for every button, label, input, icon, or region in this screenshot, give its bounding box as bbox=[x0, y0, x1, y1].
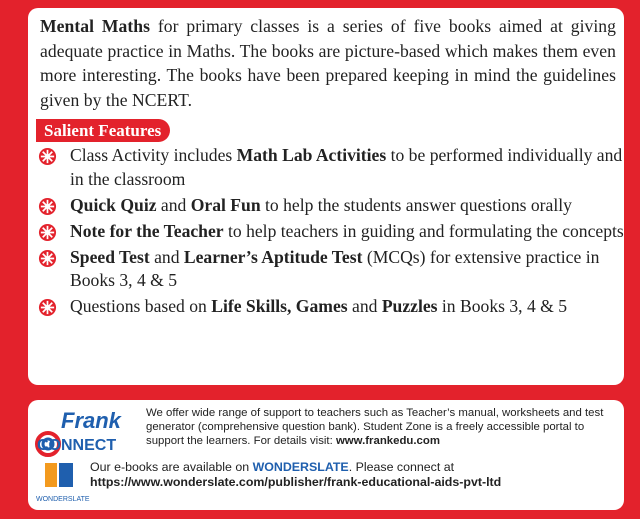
wonderslate-logo-text: WONDERSLATE bbox=[36, 496, 90, 503]
feature-mid: and bbox=[347, 296, 382, 316]
feature-mid: to be performed individually and in the classroom bbox=[70, 145, 623, 189]
feature-bold: Speed Test bbox=[70, 246, 150, 267]
feature-bold: Quick Quiz bbox=[70, 194, 157, 215]
feature-mid: and bbox=[156, 194, 191, 215]
frankedu-link[interactable]: www.frankedu.com bbox=[335, 435, 440, 448]
feature-item bbox=[38, 295, 624, 319]
connect-logo-text: CONNECT bbox=[37, 437, 117, 454]
support-text: We offer wide range of support to teachers such as Teacher’s manual, worksheets and test generator (comprehensive question bank). Student Zone is a freely accessible portal to support the learners. For details visit: www.frankedu.com bbox=[146, 407, 604, 448]
salient-features-heading: Salient Features bbox=[36, 119, 170, 142]
feature-pre: Class Activity includes bbox=[70, 145, 237, 165]
feature-bold-2: Oral Fun bbox=[190, 194, 261, 215]
feature-bold-2: Puzzles bbox=[381, 296, 438, 316]
feature-item bbox=[38, 220, 624, 244]
intro-title: Mental Maths bbox=[40, 16, 151, 36]
flower-bullet-icon bbox=[38, 298, 57, 317]
flower-bullet-icon bbox=[38, 197, 57, 216]
feature-bold-2: Learner’s Aptitude Test bbox=[183, 246, 363, 267]
feature-post: in Books 3, 4 & 5 bbox=[437, 296, 568, 316]
feature-pre: Questions based on bbox=[70, 296, 212, 316]
feature-bold: Life Skills, Games bbox=[211, 296, 348, 316]
support-card bbox=[28, 400, 624, 510]
feature-item bbox=[38, 194, 624, 218]
feature-post: (MCQs) for extensive practice in Books 3, 4 & 5 bbox=[70, 246, 600, 290]
frank-connect-logo bbox=[35, 406, 138, 460]
features-list bbox=[38, 144, 624, 321]
description-card bbox=[28, 8, 624, 385]
intro-text: for primary classes is a series of five books aimed at giving adequate practice in Maths. The books are picture-based which makes them even more interesting. The books have been prepared keeping in mind the guidelines given by the NCERT. bbox=[40, 16, 616, 110]
wonderslate-name: WONDERSLATE bbox=[252, 460, 349, 474]
frank-logo-text: Frank bbox=[61, 408, 121, 433]
feature-bold: Math Lab Activities bbox=[236, 145, 387, 165]
flower-bullet-icon bbox=[38, 249, 57, 268]
feature-mid: and bbox=[149, 246, 184, 267]
feature-bold: Note for the Teacher bbox=[70, 220, 224, 241]
feature-mid: to help teachers in guiding and formulating the concepts bbox=[223, 220, 624, 241]
wonderslate-logo bbox=[36, 460, 90, 504]
feature-post: to help the students answer questions orally bbox=[260, 194, 572, 215]
intro-paragraph bbox=[40, 14, 616, 112]
feature-item bbox=[38, 144, 624, 191]
feature-item bbox=[38, 246, 624, 293]
wonderslate-url[interactable]: https://www.wonderslate.com/publisher/frank-educational-aids-pvt-ltd bbox=[90, 475, 502, 489]
flower-bullet-icon bbox=[38, 223, 57, 242]
flower-bullet-icon bbox=[38, 147, 57, 166]
ebooks-text: Our e-books are available on WONDERSLATE. Please connect at https://www.wonderslate.com/publisher/frank-educational-aids-pvt-ltd bbox=[90, 460, 502, 489]
